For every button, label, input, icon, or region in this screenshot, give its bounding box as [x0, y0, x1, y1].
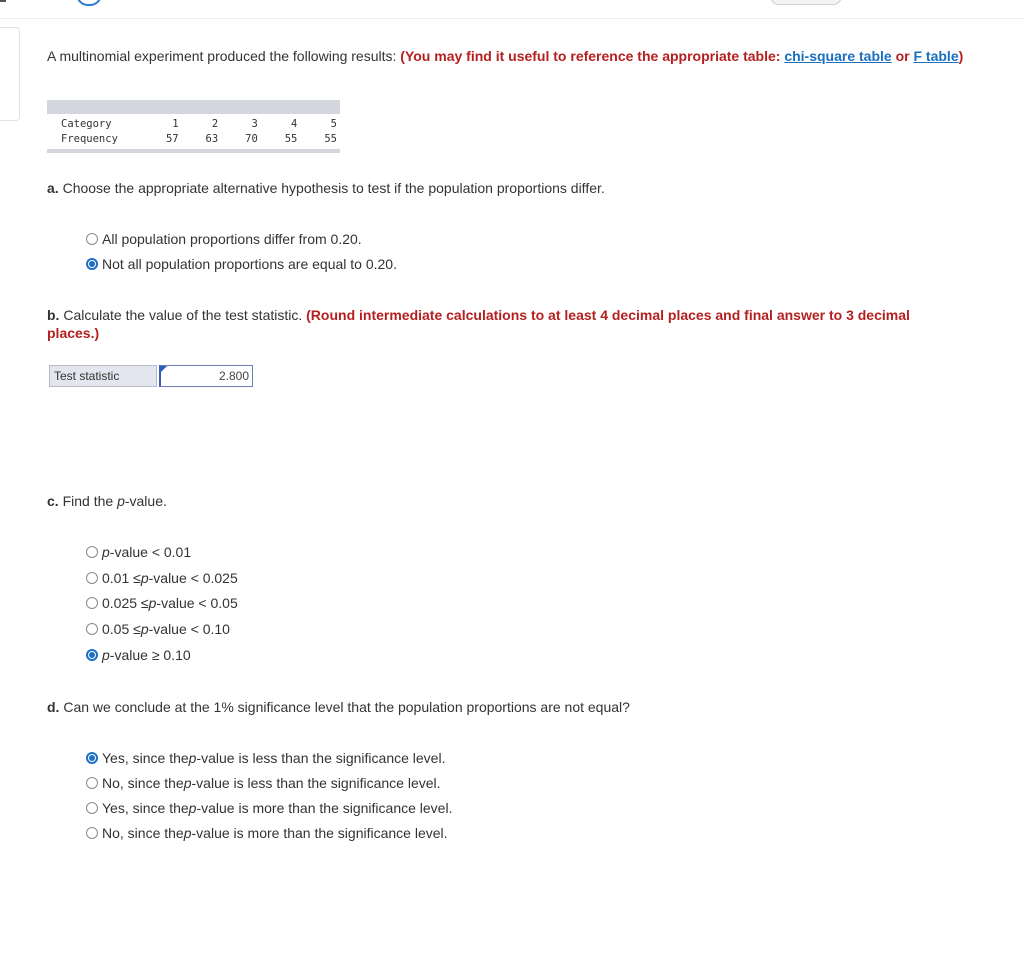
table-cell: 2 — [182, 114, 222, 131]
part-d-option-4[interactable]: No, since the p -value is more than the significance level. — [86, 825, 448, 841]
table-cell: 55 — [300, 131, 340, 149]
question-intro — [47, 47, 977, 65]
table-cell: 4 — [261, 114, 301, 131]
table-cell: 1 — [142, 114, 182, 131]
row-label: Frequency — [47, 131, 142, 149]
table-cell: 57 — [142, 131, 182, 149]
radio-button[interactable] — [86, 572, 98, 584]
part-b-question: b. Calculate the value of the test statistic. (Round intermediate calculations to at least 4 decimal places and final answer to 3 decimal places.) — [47, 307, 910, 341]
chi-square-table-link[interactable]: chi-square table — [784, 48, 892, 64]
radio-button-selected[interactable] — [86, 649, 98, 661]
input-flag-icon — [161, 366, 167, 372]
table-cell: 3 — [221, 114, 261, 131]
part-a-option-2[interactable]: Not all population proportions are equal to 0.20. — [86, 256, 397, 272]
part-c-option-4[interactable]: 0.05 ≤ p -value < 0.10 — [86, 621, 230, 637]
intro-note: (You may find it useful to reference the appropriate table: chi-square table or F table) — [400, 48, 964, 64]
radio-button[interactable] — [86, 777, 98, 789]
radio-button[interactable] — [86, 597, 98, 609]
test-statistic-row — [49, 365, 253, 387]
frequency-table — [47, 100, 340, 153]
radio-button[interactable] — [86, 623, 98, 635]
side-panel-tab[interactable] — [0, 27, 20, 121]
part-d-option-1[interactable]: Yes, since the p -value is less than the significance level. — [86, 750, 445, 766]
part-c-option-3[interactable]: 0.025 ≤ p -value < 0.05 — [86, 595, 238, 611]
part-c-option-5[interactable]: p -value ≥ 0.10 — [86, 647, 191, 663]
radio-button[interactable] — [86, 233, 98, 245]
progress-circle-icon[interactable] — [76, 0, 102, 6]
part-a-question: a. Choose the appropriate alternative hypothesis to test if the population proportions differ. — [47, 180, 605, 196]
table-cell: 5 — [300, 114, 340, 131]
top-toolbar — [0, 0, 1024, 19]
radio-button[interactable] — [86, 827, 98, 839]
intro-text: A multinomial experiment produced the following results: — [47, 48, 401, 64]
table-cell: 55 — [261, 131, 301, 149]
part-d-question: d. Can we conclude at the 1% significance level that the population proportions are not equal? — [47, 699, 630, 715]
toolbar-pill-button[interactable] — [770, 0, 842, 5]
toolbar-edge-mark — [0, 0, 6, 2]
table-cell: 63 — [182, 131, 222, 149]
part-c-option-1[interactable]: p -value < 0.01 — [86, 544, 191, 560]
table-cell: 70 — [221, 131, 261, 149]
part-c-question: c. Find the p-value. — [47, 493, 167, 509]
f-table-link[interactable]: F table — [913, 48, 959, 64]
part-c-option-2[interactable]: 0.01 ≤ p -value < 0.025 — [86, 570, 238, 586]
part-d-option-2[interactable]: No, since the p -value is less than the significance level. — [86, 775, 441, 791]
category-row — [47, 114, 340, 131]
row-label: Category — [47, 114, 142, 131]
frequency-row — [47, 131, 340, 149]
radio-button[interactable] — [86, 546, 98, 558]
part-d-option-3[interactable]: Yes, since the p -value is more than the significance level. — [86, 800, 452, 816]
radio-button-selected[interactable] — [86, 258, 98, 270]
test-statistic-input[interactable]: 2.800 — [159, 365, 253, 387]
radio-button-selected[interactable] — [86, 752, 98, 764]
radio-button[interactable] — [86, 802, 98, 814]
part-a-option-1[interactable]: All population proportions differ from 0.20. — [86, 231, 362, 247]
test-statistic-label: Test statistic — [49, 365, 157, 387]
